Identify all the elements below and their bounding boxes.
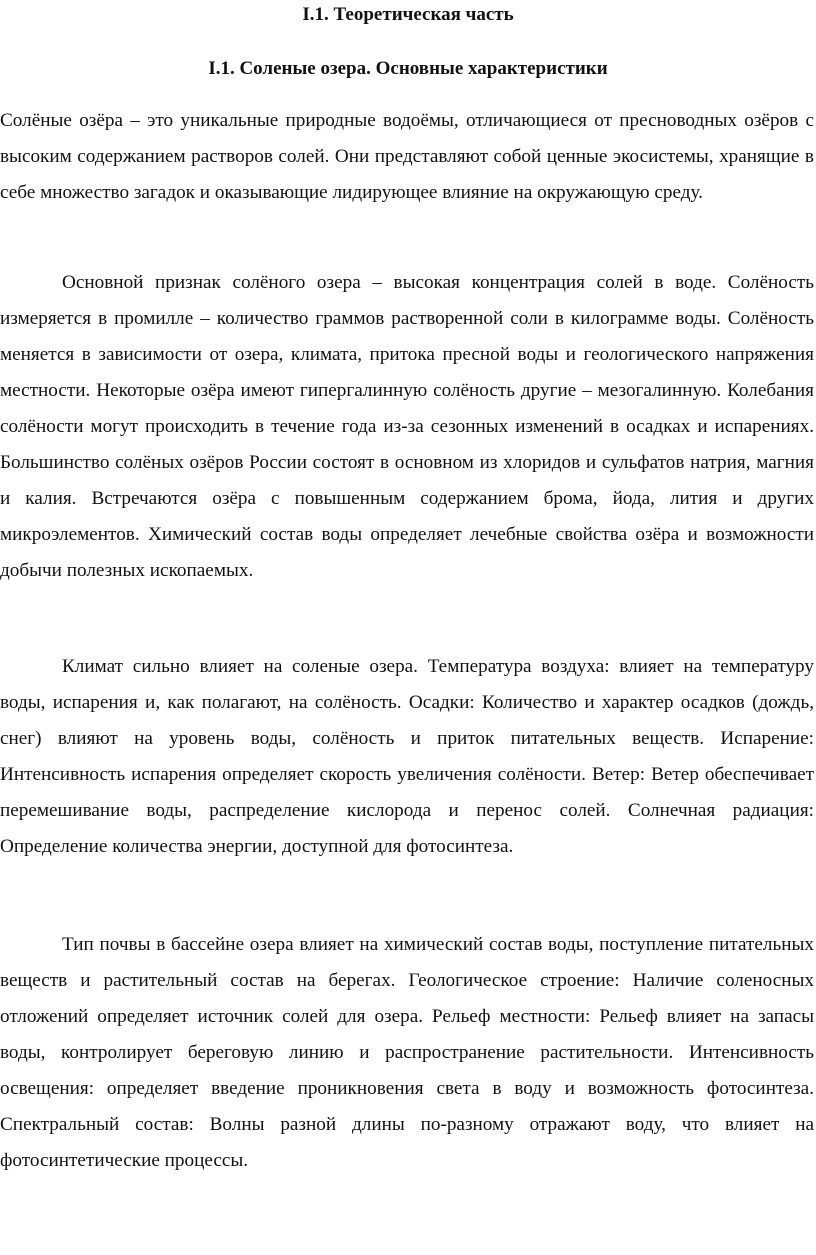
subsection-title: I.1. Соленые озера. Основные характеристики	[208, 58, 608, 79]
section-title: I.1. Теоретическая часть	[302, 4, 514, 25]
paragraph-intro: Солёные озёра – это уникальные природные водоёмы, отличающиеся от пресноводных озёров с высоким содержанием растворов солей. Они представляют собой ценные экосистемы, хранящие в себе множество загадок и оказывающие лидирующее влияние на окружающую среду.	[0, 110, 814, 203]
paragraph-soil-geology: Тип почвы в бассейне озера влияет на химический состав воды, поступление питательных веществ и растительный состав на берегах. Геологическое строение: Наличие соленосных отложений определяет источник солей для озера. Рельеф местности: Рельеф влияет на запасы воды, контролирует береговую линию и распространение растительности. Интенсивность освещения: определяет введение проникновения света в воду и возможность фотосинтеза. Спектральный состав: Волны разной длины по-разному отражают воду, что влияет на фотосинтетические процессы.	[0, 934, 814, 1171]
paragraph-salinity: Основной признак солёного озера – высокая концентрация солей в воде. Солёность измеряется в промилле – количество граммов растворенной соли в килограмме воды. Солёность меняется в зависимости от озера, климата, притока пресной воды и геологического напряжения местности. Некоторые озёра имеют гипергалинную солёность другие – мезогалинную. Колебания солёности могут происходить в течение года из-за сезонных изменений в осадках и испарениях. Большинство солёных озёров России состоят в основном из хлоридов и сульфатов натрия, магния и калия. Встречаются озёра с повышенным содержанием брома, йода, лития и других микроэлементов. Химический состав воды определяет лечебные свойства озёра и возможности добычи полезных ископаемых.	[0, 272, 814, 581]
paragraph-climate: Климат сильно влияет на соленые озера. Температура воздуха: влияет на температуру воды, испарения и, как полагают, на солёность. Осадки: Количество и характер осадков (дождь, снег) влияют на уровень воды, солёность и приток питательных веществ. Испарение: Интенсивность испарения определяет скорость увеличения солёности. Ветер: Ветер обеспечивает перемешивание воды, распределение кислорода и перенос солей. Солнечная радиация: Определение количества энергии, доступной для фотосинтеза.	[0, 656, 814, 857]
